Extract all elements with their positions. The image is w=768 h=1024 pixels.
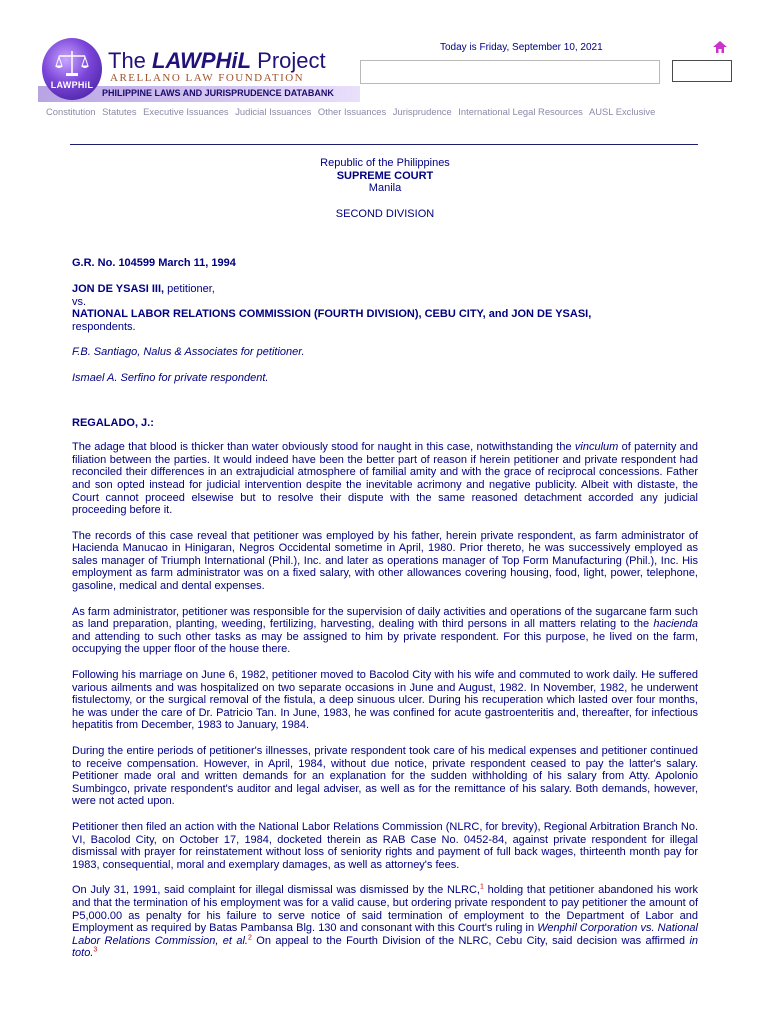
ponente: REGALADO, J.:: [72, 416, 154, 429]
logo-emblem: [42, 38, 102, 100]
site-title: The LAWPHiL Project: [108, 48, 326, 73]
scales-of-justice-icon: [54, 48, 90, 78]
nav-judicial-issuances[interactable]: Judicial Issuances: [235, 106, 312, 117]
footnote-link-1[interactable]: 1: [480, 883, 484, 891]
date-display: Today is Friday, September 10, 2021: [440, 42, 603, 53]
court-line-3: Manila: [368, 182, 402, 195]
site-header: [0, 0, 768, 140]
footnote-link-2[interactable]: 2: [247, 934, 252, 942]
paragraph-1: The adage that blood is thicker than water obviously stood for naught in this case, notwithstanding the vinculum of paternity and filiation between the parties. It would indeed have been the better part of reason if herein petitioner and private respondent had reconciled their differences in an extrajudicial atmosphere of familial amity and with the grace of reciprocal concessions. Father and son opted instead for judicial intervention despite the inevitable acrimony and negative publicity. Albeit with distaste, the Court cannot proceed elsewise but to resolve their dispute with the same reasoned detachment accorded any judicial proceeding before it.: [72, 441, 698, 517]
petitioner-line: JON DE YSASI III, petitioner,: [72, 282, 215, 295]
paragraph-4: Following his marriage on June 6, 1982, petitioner moved to Bacolod City with his wife and commuted to work daily. He suffered various ailments and was hospitalized on two separate occasions in June and August, 1982. In November, 1982, he underwent fistulectomy, or the surgical removal of the fistula, a deep sinuous ulcer. During his recuperation which lasted over four months, he was under the care of Dr. Patricio Tan. In June, 1983, he was confined for acute gastroenteritis and, thereafter, for infectious hepatitis from December, 1983 to January, 1984.: [72, 669, 698, 732]
nav-ausl-exclusive[interactable]: AUSL Exclusive: [588, 106, 656, 117]
lawphil-logo[interactable]: [38, 38, 360, 102]
nav-other-issuances[interactable]: Other Issuances: [317, 106, 387, 117]
nav-international-legal-resources[interactable]: International Legal Resources: [458, 106, 583, 117]
nav-jurisprudence[interactable]: Jurisprudence: [392, 106, 452, 117]
respondents-names: NATIONAL LABOR RELATIONS COMMISSION (FOURTH DIVISION), CEBU CITY, and JON DE YSASI,: [72, 308, 592, 321]
paragraph-2: The records of this case reveal that petitioner was employed by his father, herein private respondent, as farm administrator of Hacienda Manucao in Hinigaran, Negros Occidental sometime in April, 1980. Prior thereto, he was successively employed as sales manager of Triumph International (Phil.), Inc. and later as operations manager of Top Form Manufacturing (Phil.), Inc. His employment as farm administrator was on a fixed salary, with other allowances covering housing, food, light, power, telephone, gasoline, medical and dental expenses.: [72, 529, 698, 593]
nav-executive-issuances[interactable]: Executive Issuances: [143, 106, 229, 117]
paragraph-5: During the entire periods of petitioner's illnesses, private respondent took care of his medical expenses and petitioner continued to receive compensation. However, in April, 1984, without due notice, private respondent ceased to pay the latter's salary. Petitioner made oral and written demands for an explanation for the sudden withholding of his salary from Atty. Apolonio Sumbingco, private respondent's auditor and legal adviser, as well as for the remittance of his salary. Both demands, however, were not acted upon.: [72, 745, 698, 808]
gr-number: G.R. No. 104599 March 11, 1994: [72, 257, 236, 270]
search-input[interactable]: [360, 60, 660, 84]
court-line-1: Republic of the Philippines: [320, 157, 450, 169]
vs-line: vs.: [72, 295, 87, 308]
logo-text: LAWPHiL: [50, 80, 94, 90]
court-line-2: SUPREME COURT: [336, 169, 434, 182]
counsel-petitioner: F.B. Santiago, Nalus & Associates for petitioner.: [72, 346, 305, 359]
nav-constitution[interactable]: Constitution: [46, 106, 96, 117]
main-nav: [46, 106, 659, 117]
search-button[interactable]: [672, 60, 732, 82]
paragraph-6: Petitioner then filed an action with the National Labor Relations Commission (NLRC, for brevity), Regional Arbitration Branch No. VI, Bacolod City, on October 17, 1984, docketed therein as RAB Case No. 0452-84, against private respondent for illegal dismissal with prayer for reinstatement without loss of seniority rights and payment of full back wages, thirteenth month pay for 1983, consequential, moral and exemplary damages, as well as attorney's fees.: [72, 820, 698, 871]
footnote-link-3[interactable]: 3: [93, 946, 98, 954]
site-subtitle: ARELLANO LAW FOUNDATION: [110, 72, 305, 84]
paragraph-3: As farm administrator, petitioner was responsible for the supervision of daily activities and operations of the sugarcane farm such as land preparation, planting, weeding, fertilizing, harvesting, dealing with third persons in all matters relating to the hacienda and attending to such other tasks as may be assigned to him by private respondent. For this purpose, he lived on the farm, occupying the upper floor of the house there.: [72, 605, 698, 656]
paragraph-7: On July 31, 1991, said complaint for illegal dismissal was dismissed by the NLRC,$^1$ holding that petitioner abandoned his work and that the termination of his employment was for a valid cause, but ordering private respondent to pay petitioner the amount of P5,000.00 as penalty for his failure to serve notice of said termination of employment to the Department of Labor and Employment as required by Batas Pambansa Blg. 130 and consonant with this Court's ruling in Wenphil Corporation vs. National Labor Relations Commission, et al.$^2$ On appeal to the Fourth Division of the NLRC, Cebu City, said decision was affirmed in toto.$^3$: [72, 883, 698, 960]
division-heading: SECOND DIVISION: [335, 207, 435, 220]
respondents-role: respondents.: [72, 320, 136, 333]
decision-body: [72, 150, 698, 960]
counsel-respondent: Ismael A. Serfino for private respondent.: [72, 371, 269, 384]
nav-statutes[interactable]: Statutes: [102, 106, 137, 117]
home-icon[interactable]: [712, 40, 728, 54]
header-divider: [70, 144, 698, 145]
logo-band-text: PHILIPPINE LAWS AND JURISPRUDENCE DATABANK: [102, 88, 334, 98]
